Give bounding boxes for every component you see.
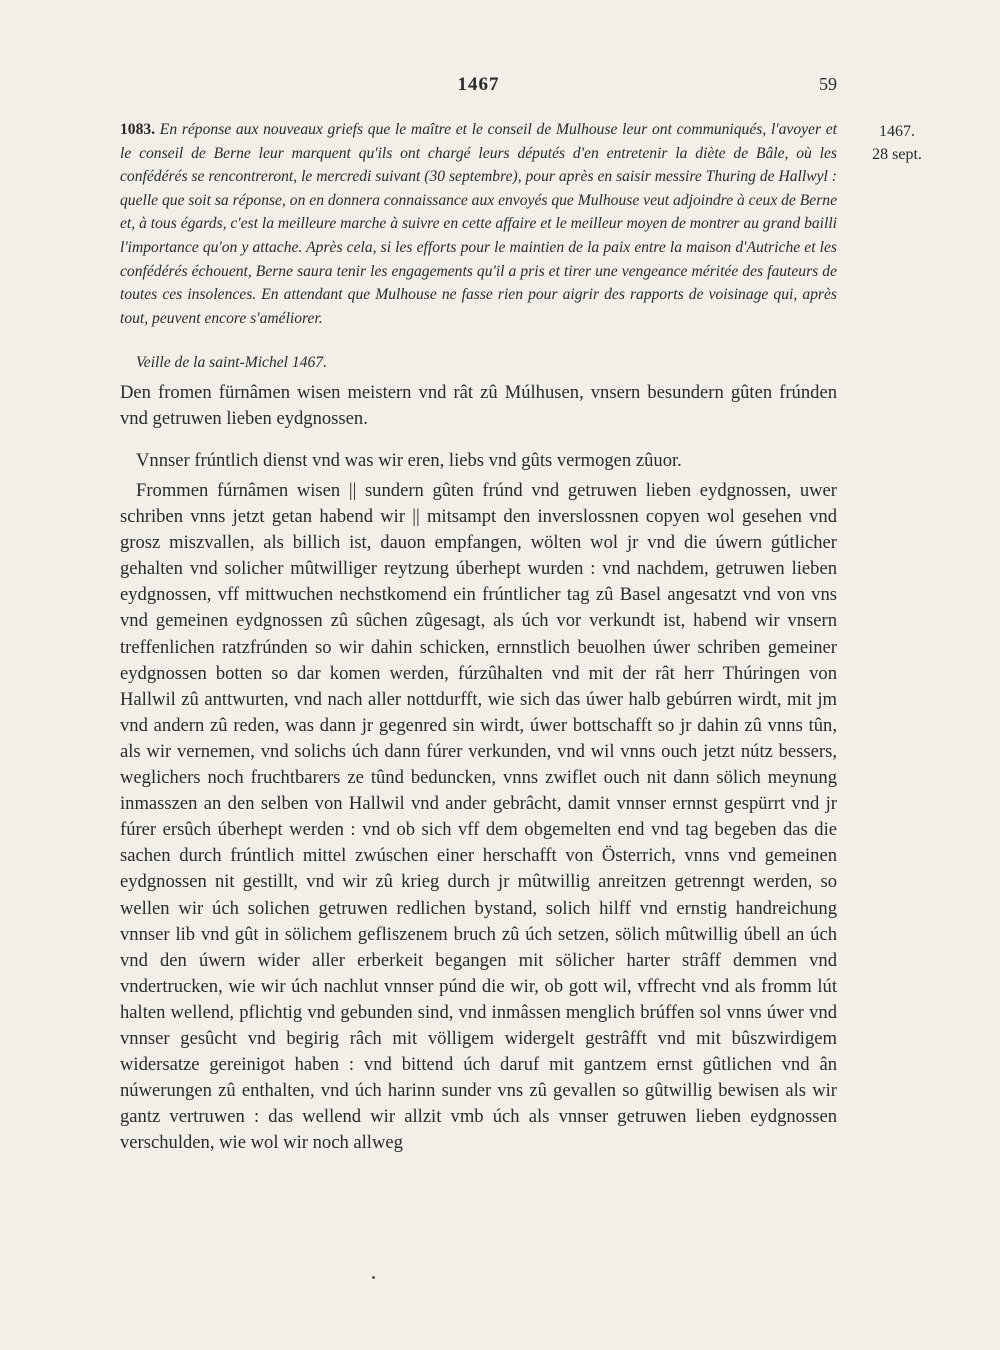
page-number: 59 [819, 74, 837, 94]
margin-year: 1467. [879, 123, 915, 140]
letter-body: Frommen fúrnâmen wisen || sundern gûten frúnd vnd getruwen lieben eydgnossen, uwer schriben vnns jetzt getan habend wir || mitsampt den inverslossnen copyen wol gesehen vnd grosz miszvallen, als billich ist, dauon empfangen, wölten wol jr vnd die úwern gútlicher gehalten vnd solicher mûtwilliger reytzung úberhept wurden : vnd nachdem, getruwen lieben eydgnossen, vff mittwuchen nechstkomend ein frúntlicher tag zû Basel angesatzt vnd von vns vnd gemeinen eydgnossen zû sûchen zûgesagt, als úch vor verkundt ist, habend wir vnsern treffenlichen ratzfrúnden so wir dahin schicken, ernnstlich beuolhen úwer schriben gemeiner eydgnossen botten so dar komen werden, fúrzûhalten vnd mit der rât herr Thúringen von Hallwil zû anttwurten, vnd nach aller nottdurfft, wie sich das úwer halb gebúrren wirdt, mit jm vnd andern zû reden, was dann jr gegenred sin wirdt, úwer bottschafft so jr dahin zû vnns tûn, als wir vernemen, vnd solichs úch dann fúrer verkunden, vnd wil vnns ouch jetzt nútz bessers, weglichers noch fruchtbarers ze tûnd beduncken, vnns zwiflet ouch nit dann sölich meynung inmasszen an den selben von Hallwil vnd ander gebrâcht, damit vnnser ernnst gespürrt vnd jr fúrer ersûch úberhept werden : vnd ob sich vff dem obgemelten end vnd tag begeben das die sachen durch frúntlich mittel zwúschen einer herschafft von Österrich, vnns vnd gemeinen eydgnossen nit gestillt, vnd wir zû krieg durch jr mûtwillig anreitzen getrenngt werden, so wellen wir úch solichen getruwen redlichen bystand, solich hilff vnd ernstig handreichung vnnser lib vnd gût in sölichem gefliszenem bruch zû úch setzen, sölich mûtwillig úbell an úch vnd den úwern wider aller erberkeit begangen mit sölicher harter strâff demmen vnd vndertrucken, wie wir úch nachlut vnnser púnd die wir, ob gott wil, vffrecht vnd als fromm lút halten wellend, pflichtig vnd gebunden sind, vnd inmâssen menglich brúffen sol vnns úwer vnd vnnser gesûcht vnd begirig râch mit völligem widergelt gestrâfft vnd mit bûszwirdigem widersatze gereinigot haben : vnd bittend úch daruf mit gantzem ernst gûtlichen vnd ân núwerungen zû enthalten, vnd úch harinn sunder vns zû gevallen so gûtwillig bewisen als wir gantz vertruwen : das wellend wir allzit vmb úch als vnnser getruwen lieben eydgnossen verschulden, wie wol wir noch allweg [120, 480, 837, 1154]
page-mark [372, 1276, 375, 1279]
entry-number: 1083. [120, 121, 156, 138]
running-head [120, 74, 837, 102]
letter-address: Den fromen fürnâmen wisen meistern vnd rât zû Múlhusen, vnsern besundern gûten frúnden vnd getruwen lieben eydgnossen. [120, 382, 837, 430]
summary-dateline: Veille de la saint-Michel 1467. [136, 354, 327, 371]
summary-text: En réponse aux nouveaux griefs que le maître et le conseil de Mulhouse leur ont communiqués, l'avoyer et le conseil de Berne leur marquent qu'ils ont chargé leurs députés d'en entretenir la diète de Bâle, où les confédérés se rencontreront, le mercredi suivant (30 septembre), pour après en saisir messire Thuring de Hallwyl : quelle que soit sa réponse, on en donnera connaissance aux envoyés que Mulhouse veut adjoindre à ceux de Berne et, à tous égards, c'est la meilleure marche à suivre en cette affaire et le meilleur moyen de montrer au grand bailli l'importance qu'on y attache. Après cela, si les efforts pour le maintien de la paix entre la maison d'Autriche et les confédérés échouent, Berne saura tenir les engagements qu'il a pris et tirer une vengeance méritée des fauteurs de toutes ces insolences. En attendant que Mulhouse ne fasse rien pour aigrir des rapports de voisinage qui, après tout, peuvent encore s'améliorer. [120, 121, 837, 327]
margin-date-note [857, 120, 937, 166]
letter-salutation: Vnnser frúntlich dienst vnd was wir eren, liebs vnd gûts vermogen zûuor. [136, 450, 682, 471]
entry-summary [120, 118, 837, 330]
margin-date: 28 sept. [872, 146, 922, 163]
header-year: 1467 [457, 74, 500, 95]
